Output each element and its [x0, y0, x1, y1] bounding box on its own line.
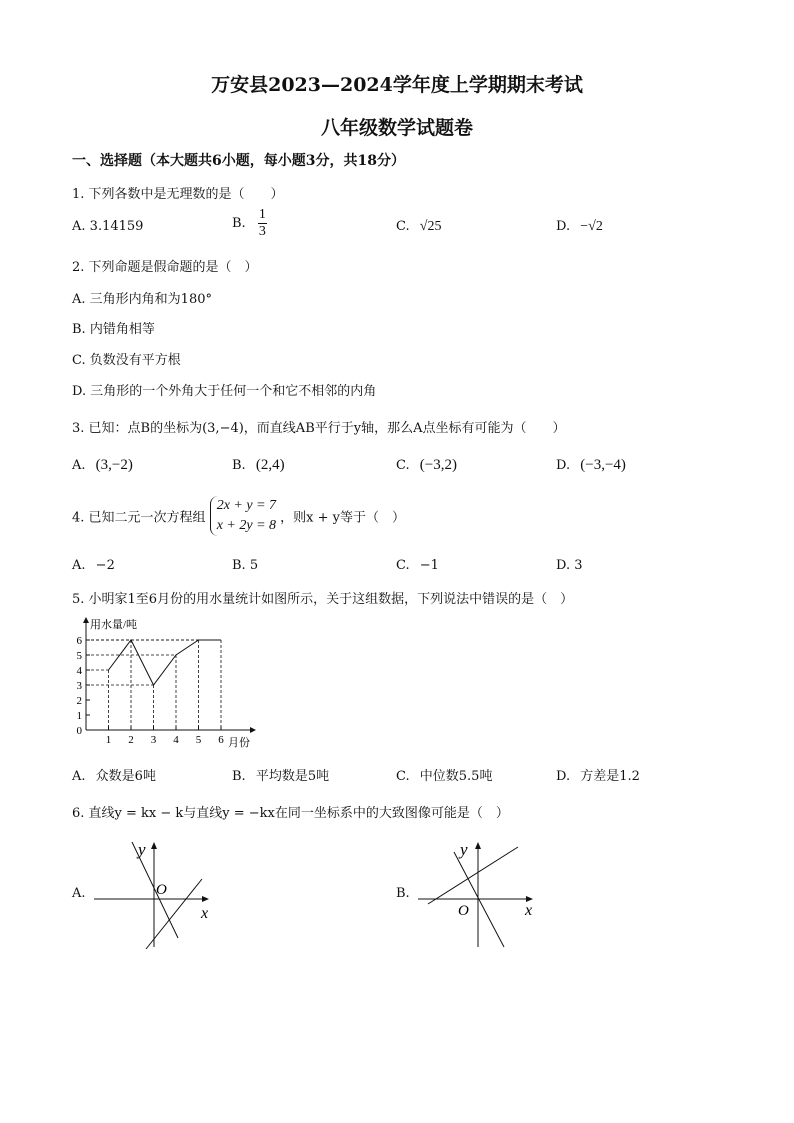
option-text: −√2 — [580, 219, 603, 234]
option-text: 3 — [574, 558, 583, 573]
x-tick-label: 2 — [128, 734, 134, 746]
series-line — [109, 640, 222, 685]
option-label: C. — [396, 558, 410, 573]
fraction-denominator: 3 — [258, 224, 266, 239]
equation-1: 2x + y = 7 — [216, 498, 277, 513]
option-label: B. — [232, 558, 246, 573]
q4-option-b — [232, 558, 258, 573]
question-5-stem: 5. 小明家1至6月份的用水量统计如图所示，关于这组数据，下列说法中错误的是（ ） — [72, 592, 574, 607]
option-text: (2,4) — [255, 457, 285, 473]
y-tick-label: 0 — [76, 725, 82, 737]
option-label: A. — [72, 292, 86, 307]
q5-option-a — [72, 765, 156, 784]
graph-y-arrow — [475, 842, 481, 849]
option-text: 三角形内角和为180° — [89, 292, 212, 307]
option-label: C. — [396, 769, 410, 784]
y-axis-label: 用水量/吨 — [90, 619, 138, 631]
q4-option-c — [396, 558, 439, 573]
option-text: 三角形的一个外角大于任何一个和它不相邻的内角 — [90, 384, 377, 399]
graph-x-label: x — [201, 905, 209, 922]
option-label: C. — [72, 353, 86, 368]
option-text: 3.14159 — [89, 219, 144, 234]
option-text: 众数是6吨 — [95, 769, 156, 784]
option-label: A. — [72, 219, 86, 234]
graph-y-arrow — [151, 842, 157, 849]
x-tick-label: 5 — [195, 734, 202, 746]
stem-prefix: 4. 已知二元一次方程组 — [72, 510, 206, 526]
q2-option-a — [72, 288, 212, 307]
y-tick-label: 2 — [76, 695, 82, 707]
q2-option-c — [72, 349, 181, 368]
x-axis-arrow — [250, 727, 256, 733]
fraction-numerator: 1 — [258, 207, 266, 222]
q5-option-b — [232, 765, 329, 784]
option-text: −2 — [95, 558, 115, 573]
question-3-stem: 3. 已知：点B的坐标为(3,−4)，而直线AB平行于y轴，那么A点坐标有可能为（ ） — [72, 421, 566, 436]
q2-option-d — [72, 380, 376, 399]
question-2-stem: 2. 下列命题是假命题的是（ ） — [72, 260, 258, 275]
option-text: 5 — [249, 558, 259, 573]
graph-x-label: x — [525, 902, 533, 919]
y-tick-label: 5 — [76, 650, 82, 662]
graph-line-1 — [428, 847, 518, 904]
fraction — [258, 207, 267, 240]
option-label: B. — [72, 322, 86, 337]
water-usage-chart — [70, 615, 270, 755]
x-tick-label: 3 — [150, 734, 157, 746]
q6-graph-b — [414, 835, 554, 955]
q1-option-d — [556, 219, 603, 235]
option-label: D. — [556, 458, 571, 473]
equation-2: x + 2y = 8 — [216, 518, 277, 533]
x-tick-label: 6 — [218, 734, 224, 746]
option-label: D. — [556, 219, 571, 234]
option-text: 负数没有平方根 — [89, 353, 181, 368]
option-text: 方差是1.2 — [580, 769, 640, 784]
option-label: B. — [232, 769, 246, 784]
y-tick-label: 6 — [76, 635, 82, 647]
question-4-stem — [72, 496, 405, 536]
option-label: A. — [72, 558, 86, 573]
graph-origin-label: O — [458, 903, 469, 919]
equation-system — [210, 496, 276, 536]
option-text: 内错角相等 — [89, 322, 155, 337]
y-tick-label: 1 — [76, 710, 82, 722]
option-label: D. — [72, 384, 87, 399]
question-1-stem: 1. 下列各数中是无理数的是（ ） — [72, 187, 284, 202]
q6-graph-a — [90, 835, 230, 955]
q4-option-d — [556, 558, 583, 573]
chart-ticks — [77, 635, 225, 746]
option-text: −1 — [419, 558, 439, 573]
option-label: C. — [396, 458, 410, 473]
q6-option-a-label: A. — [72, 886, 86, 901]
option-text: (−3,−4) — [580, 457, 626, 473]
option-label: A. — [72, 458, 86, 473]
y-tick-label: 4 — [76, 665, 82, 677]
graph-origin-label: O — [156, 882, 167, 898]
q4-option-a — [72, 558, 115, 573]
q3-option-a — [72, 457, 133, 474]
section-heading: 一、选择题（本大题共6小题，每小题3分，共18分） — [72, 153, 405, 169]
q5-option-d — [556, 765, 640, 784]
q1-option-b — [232, 207, 267, 240]
option-text: 中位数5.5吨 — [419, 769, 493, 784]
option-text: (−3,2) — [419, 457, 457, 473]
option-label: C. — [396, 219, 410, 234]
q3-option-b — [232, 457, 285, 474]
x-axis-label: 月份 — [228, 737, 250, 749]
option-label: B. — [232, 458, 246, 473]
q3-option-c — [396, 457, 457, 474]
exam-title: 万安县2023—2024学年度上学期期末考试 — [211, 74, 583, 96]
option-label: A. — [72, 769, 86, 784]
option-label: D. — [556, 558, 571, 573]
q6-option-b-label: B. — [396, 886, 410, 901]
stem-suffix: ，则x + y等于（ ） — [280, 510, 405, 526]
exam-subtitle: 八年级数学试题卷 — [320, 117, 473, 139]
y-axis-arrow — [83, 617, 89, 623]
x-tick-label: 4 — [173, 734, 179, 746]
question-6-stem: 6. 直线y = kx − k与直线y = −kx在同一坐标系中的大致图像可能是（ ） — [72, 806, 509, 821]
graph-x-arrow — [202, 896, 209, 902]
option-text: 平均数是5吨 — [255, 769, 330, 784]
q3-option-d — [556, 457, 626, 474]
graph-y-label: y — [138, 840, 146, 859]
option-text: (3,−2) — [95, 457, 133, 473]
x-tick-label: 1 — [105, 734, 112, 746]
graph-y-label: y — [460, 840, 468, 859]
option-label: B. — [232, 216, 246, 231]
q2-option-b — [72, 318, 155, 337]
q1-option-c — [396, 219, 441, 235]
q1-option-a — [72, 219, 143, 234]
y-tick-label: 3 — [76, 680, 82, 692]
option-label: D. — [556, 769, 571, 784]
q5-option-c — [396, 765, 492, 784]
option-text: √25 — [419, 219, 442, 234]
